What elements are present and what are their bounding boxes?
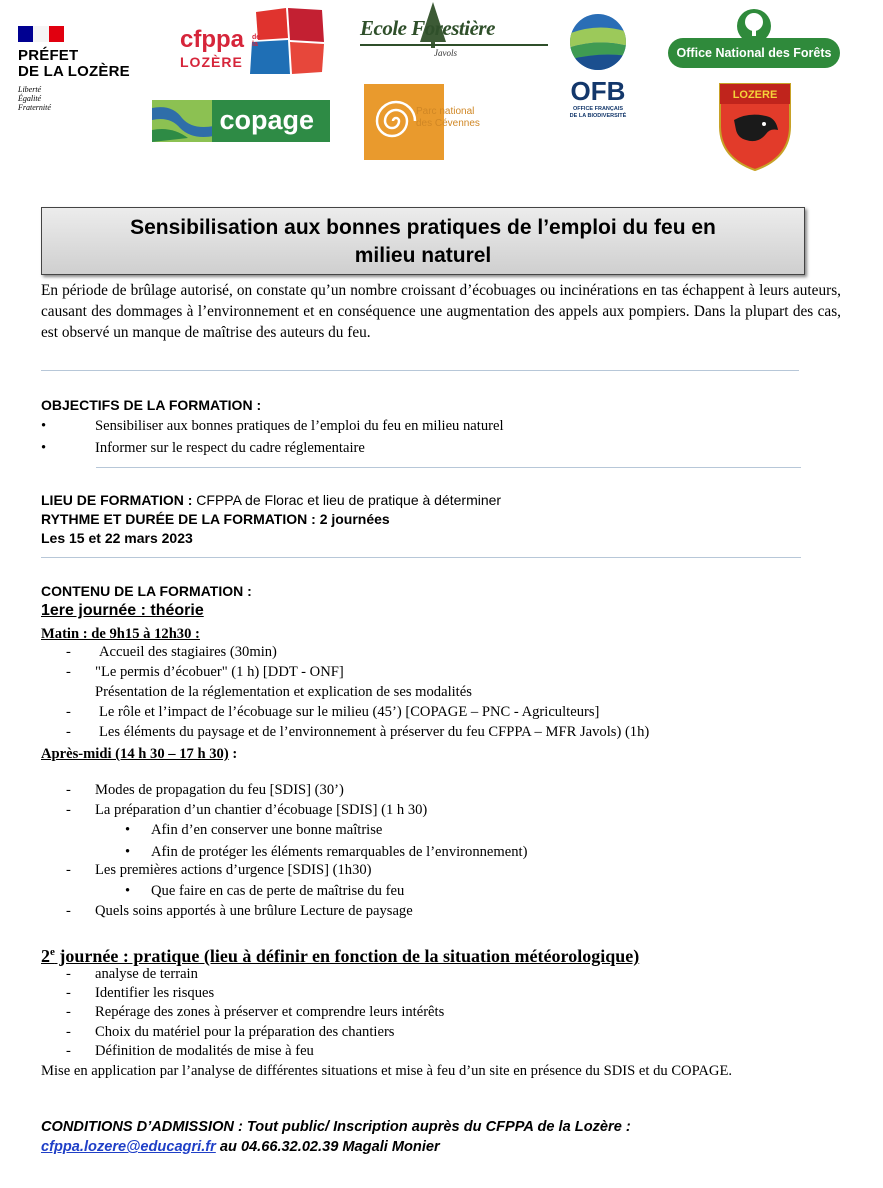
dash-mark: - [66, 903, 71, 919]
matin-heading: Matin : de 9h15 à 12h30 : [41, 626, 200, 642]
ofb-subtitle-1: OFFICE FRANÇAIS [572, 106, 624, 112]
day2-sup: e [50, 946, 55, 958]
cfppa-small: de la [252, 34, 261, 48]
lozere-label: LOZERE [732, 89, 778, 101]
french-flag-icon [18, 26, 64, 42]
day2-item: Identifier les risques [95, 985, 215, 1001]
aprem-subitem: Afin de protéger les éléments remarquables de l’environnement) [151, 844, 528, 860]
mise-en-application: Mise en application par l’analyse de différentes situations et mise à feu d’un site en présence du SDIS et du COPAGE. [41, 1063, 733, 1079]
cfppa-region: LOZÈRE [180, 54, 243, 70]
spiral-icon [374, 96, 418, 146]
lieu-line [41, 491, 501, 509]
bullet-mark: • [125, 844, 131, 860]
aprem-heading [41, 744, 237, 764]
matin-item: "Le permis d’écobuer" (1 h) [DDT - ONF] [95, 664, 344, 680]
divider [41, 557, 801, 558]
email-link[interactable]: cfppa.lozere@educagri.fr [41, 1139, 216, 1155]
ecole-place: Javols [434, 48, 457, 58]
intro-paragraph: En période de brûlage autorisé, on constate qu’un nombre croissant d’écobuages ou incinérations en tas échappent à leurs auteurs, causant des dommages à l’environnement et en conséquence une augmentation des appels aux pompiers. Dans la plupart des cas, est observé un manque de maîtrise des auteurs du feu. [41, 282, 841, 341]
dash-mark: - [66, 802, 71, 818]
contact-line [41, 1138, 440, 1157]
onf-tree-icon [736, 8, 772, 42]
dash-mark: - [66, 644, 71, 660]
day2-item: Repérage des zones à préserver et comprendre leurs intérêts [95, 1004, 445, 1020]
day2-item: Définition de modalités de mise à feu [95, 1043, 314, 1059]
dash-mark: - [66, 724, 71, 740]
motto-fraternite: Fraternité [18, 103, 51, 112]
divider [96, 467, 801, 468]
prefet-line1: PRÉFET [18, 47, 79, 64]
parc-line1: Parc national [416, 106, 475, 117]
day2-rest: journée : pratique (lieu à définir en fonction de la situation météorologique) [54, 946, 640, 966]
dash-mark: - [66, 704, 71, 720]
cfppa-logo [178, 8, 326, 76]
title-line2: milieu naturel [354, 244, 492, 267]
aprem-item: Modes de propagation du feu [SDIS] (30’) [95, 782, 344, 798]
matin-item: Présentation de la réglementation et explication de ses modalités [95, 684, 472, 700]
objectif-text: Informer sur le respect du cadre réglementaire [95, 440, 365, 456]
title-box [41, 207, 805, 275]
copage-landscape-icon [152, 100, 214, 142]
dash-mark: - [66, 985, 71, 1001]
conditions-line: CONDITIONS D’ADMISSION : Tout public/ Inscription auprès du CFPPA de la Lozère : [41, 1119, 631, 1135]
bullet-mark: • [125, 822, 131, 838]
lieu-value: CFPPA de Florac et lieu de pratique à déterminer [196, 492, 502, 508]
day2-num: 2 [41, 946, 50, 966]
lozere-crest-logo [718, 82, 792, 172]
matin-item: Accueil des stagiaires (30min) [99, 644, 277, 660]
matin-item: Les éléments du paysage et de l’environnement à préserver du feu CFPPA – MFR Javols) (1h) [99, 724, 650, 740]
aprem-subitem: Afin d’en conserver une bonne maîtrise [151, 822, 383, 838]
aprem-item: Quels soins apportés à une brûlure Lecture de paysage [95, 903, 413, 919]
objectif-item: • [41, 440, 47, 456]
copage-logo [152, 100, 330, 142]
matin-item: Le rôle et l’impact de l’écobuage sur le milieu (45’) [COPAGE – PNC - Agriculteurs] [99, 704, 600, 720]
day1-heading: 1ere journée : théorie [41, 602, 204, 619]
objectif-item: • [41, 418, 47, 434]
motto-liberte: Liberté [18, 85, 42, 94]
motto-egalite: Égalité [18, 94, 42, 103]
contact-rest: au 04.66.32.02.39 Magali Monier [215, 1139, 440, 1155]
dash-mark: - [66, 1043, 71, 1059]
prefet-logo [18, 26, 148, 126]
ofb-subtitle-2: DE LA BIODIVERSITÉ [569, 113, 627, 119]
dash-mark: - [66, 1004, 71, 1020]
aprem-colon: : [228, 746, 238, 762]
ofb-logo [556, 12, 640, 124]
objectifs-heading: OBJECTIFS DE LA FORMATION : [41, 397, 262, 413]
bullet-mark: • [125, 883, 131, 899]
dash-mark: - [66, 966, 71, 982]
parc-cevennes-logo [364, 84, 506, 160]
copage-name: copage [219, 105, 315, 135]
ecole-underline-icon [360, 43, 548, 47]
onf-logo [668, 8, 840, 76]
ecole-name: Ecole Forestière [360, 16, 495, 40]
lieu-label: LIEU DE FORMATION : [41, 492, 193, 508]
divider [41, 370, 799, 371]
dash-mark: - [66, 862, 71, 878]
page-title [42, 214, 804, 270]
cfppa-name: cfppa [180, 26, 245, 53]
onf-name: Office National des Forêts [676, 46, 832, 60]
aprem-item: Les premières actions d’urgence [SDIS] (1h30) [95, 862, 372, 878]
ecole-forestiere-logo [360, 2, 548, 68]
dash-mark: - [66, 1024, 71, 1040]
prefet-line2: DE LA LOZÈRE [18, 63, 130, 80]
ofb-globe-icon [568, 12, 628, 72]
dates-line: Les 15 et 22 mars 2023 [41, 530, 193, 546]
objectif-text: Sensibiliser aux bonnes pratiques de l’emploi du feu en milieu naturel [95, 418, 504, 434]
aprem-item: La préparation d’un chantier d’écobuage [SDIS] (1 h 30) [95, 802, 428, 818]
aprem-label: Après-midi (14 h 30 – 17 h 30) [41, 746, 229, 762]
dash-mark: - [66, 782, 71, 798]
rythme-line: RYTHME ET DURÉE DE LA FORMATION : 2 journées [41, 511, 390, 527]
title-line1: Sensibilisation aux bonnes pratiques de l’emploi du feu en [130, 216, 716, 239]
aprem-subitem: Que faire en cas de perte de maîtrise du feu [151, 883, 405, 899]
day2-item: analyse de terrain [95, 966, 198, 982]
dash-mark: - [66, 664, 71, 680]
day2-item: Choix du matériel pour la préparation des chantiers [95, 1024, 395, 1040]
ofb-name: OFB [570, 76, 626, 106]
contenu-heading: CONTENU DE LA FORMATION : [41, 583, 252, 599]
parc-line2: des Cévennes [416, 118, 480, 129]
